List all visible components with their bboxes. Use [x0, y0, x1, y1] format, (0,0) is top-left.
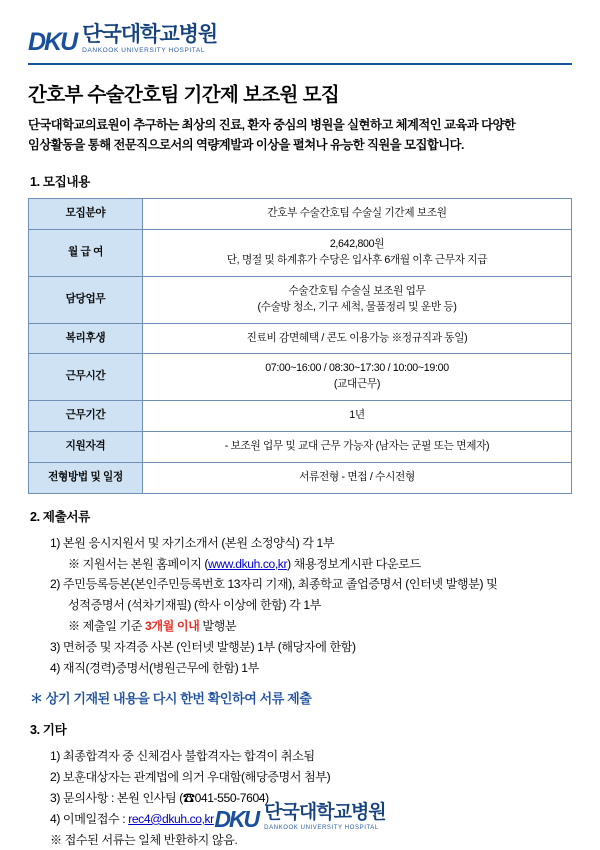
list-item	[28, 554, 572, 575]
footer-logo-english: DANKOOK UNIVERSITY HOSPITAL	[264, 825, 379, 831]
documents-list	[28, 533, 572, 679]
intro-text	[28, 115, 572, 156]
table-row	[29, 401, 572, 432]
page-title: 간호부 수술간호팀 기간제 보조원 모집	[28, 83, 340, 106]
submission-notice: ＊ 상기 기재된 내용을 다시 한번 확인하여 서류 제출	[30, 691, 312, 707]
table-row	[29, 432, 572, 463]
table-row	[29, 354, 572, 401]
table-row	[29, 229, 572, 276]
table-value	[143, 229, 572, 276]
table-label: 담당업무	[29, 276, 143, 323]
table-value	[143, 354, 572, 401]
homepage-link[interactable]: www.dkuh.co,kr	[208, 556, 288, 571]
table-value-line: 1년	[349, 409, 365, 422]
footer-logo	[0, 803, 600, 831]
list-item: 1) 최종합격자 중 신체검사 불합격자는 합격이 취소됨	[50, 749, 315, 764]
list-item: 3) 문의사항 : 본원 인사팀 (☎041-550-7604)	[50, 791, 269, 806]
header-logo	[28, 24, 572, 61]
table-value-line: - 보조원 업무 및 교대 근무 가능자 (남자는 군필 또는 면제자)	[224, 440, 490, 453]
table-row	[29, 276, 572, 323]
header-logo-korean: 단국대학교병원	[82, 23, 218, 46]
table-value-line: (교대근무)	[333, 378, 381, 391]
header-logo-texts	[82, 24, 217, 55]
table-value	[143, 401, 572, 432]
note-text-a: ※ 제출일 기준	[68, 619, 145, 634]
table-value	[143, 462, 572, 493]
list-item: 2) 주민등록등본(본인주민등록번호 13자리 기재), 최종학교 졸업증명서 (인터넷 발행분) 및	[50, 577, 498, 592]
table-value-line: 서류전형 - 면접 / 수시전형	[299, 470, 415, 483]
table-value-line: 간호부 수술간호팀 수술실 기간제 보조원	[267, 207, 447, 220]
note-highlight: 3개월 이내	[145, 619, 200, 634]
list-item: 3) 면허증 및 자격증 사본 (인터넷 발행분) 1부 (해당자에 한함)	[50, 639, 356, 654]
table-label: 전형방법 및 일정	[29, 462, 143, 493]
list-item	[28, 616, 572, 637]
table-value	[143, 432, 572, 463]
table-label: 모집분야	[29, 199, 143, 230]
list-item: 4) 재직(경력)증명서(병원근무에 한함) 1부	[50, 660, 259, 675]
table-value-line: 07:00~16:00 / 08:30~17:30 / 10:00~19:00	[265, 362, 449, 375]
table-row	[29, 199, 572, 230]
table-value-line: 단, 명절 및 하계휴가 수당은 입사후 6개월 이후 근무자 지급	[226, 253, 488, 266]
intro-line-1: 단국대학교의료원이 추구하는 최상의 진료, 환자 중심의 병원을 실현하고 체계적인 교육과 다양한	[28, 117, 516, 132]
recruit-table	[28, 198, 572, 494]
footer-logo-texts	[264, 803, 385, 831]
intro-line-2: 임상활동을 통해 전문직으로서의 역량계발과 이상을 펼쳐나 유능한 직원을 모집합니다.	[28, 137, 464, 152]
list-item: ※ 접수된 서류는 일체 반환하지 않음.	[50, 832, 238, 847]
table-label: 근무시간	[29, 354, 143, 401]
table-value	[143, 276, 572, 323]
list-item: 1) 본원 응시지원서 및 자기소개서 (본원 소정양식) 각 1부	[50, 535, 335, 550]
list-item: 2) 보훈대상자는 관계법에 의거 우대함(해당증명서 첨부)	[50, 770, 331, 785]
email-link[interactable]: rec4@dkuh.co,kr	[128, 811, 214, 826]
list-item-cont: 성적증명서 (석차기재필) (학사 이상에 한함) 각 1부	[68, 598, 321, 613]
footer-logo-korean: 단국대학교병원	[264, 802, 386, 823]
dku-logo-icon: DKU	[214, 806, 259, 832]
note-text-b: 발행분	[199, 619, 237, 634]
table-row	[29, 462, 572, 493]
etc-list	[28, 746, 572, 850]
dku-logo-icon: DKU	[28, 27, 77, 56]
section-heading-etc: 3. 기타	[30, 723, 67, 738]
table-value	[143, 199, 572, 230]
section-heading-documents: 2. 제출서류	[30, 509, 90, 524]
table-label: 지원자격	[29, 432, 143, 463]
table-label: 복리후생	[29, 323, 143, 354]
table-value	[143, 323, 572, 354]
table-value-line: (수술방 청소, 기구 세척, 물품정리 및 운반 등)	[257, 300, 457, 313]
table-value-line: 진료비 감면혜택 / 콘도 이용가능 ※정규직과 동일)	[246, 331, 468, 344]
table-label: 근무기간	[29, 401, 143, 432]
header-logo-english: DANKOOK UNIVERSITY HOSPITAL	[82, 47, 206, 54]
section-heading-recruit: 1. 모집내용	[30, 175, 90, 190]
table-value-line: 수술간호팀 수술실 보조원 업무	[288, 284, 426, 297]
table-value-line: 2,642,800원	[329, 237, 385, 250]
note-text-a: ※ 지원서는 본원 홈페이지 (	[68, 556, 208, 571]
table-label: 월 급 여	[29, 229, 143, 276]
header-divider	[28, 63, 572, 65]
table-row	[29, 323, 572, 354]
email-label: 4) 이메일접수 :	[50, 811, 129, 826]
note-text-b: ) 채용정보게시판 다운로드	[287, 556, 421, 571]
